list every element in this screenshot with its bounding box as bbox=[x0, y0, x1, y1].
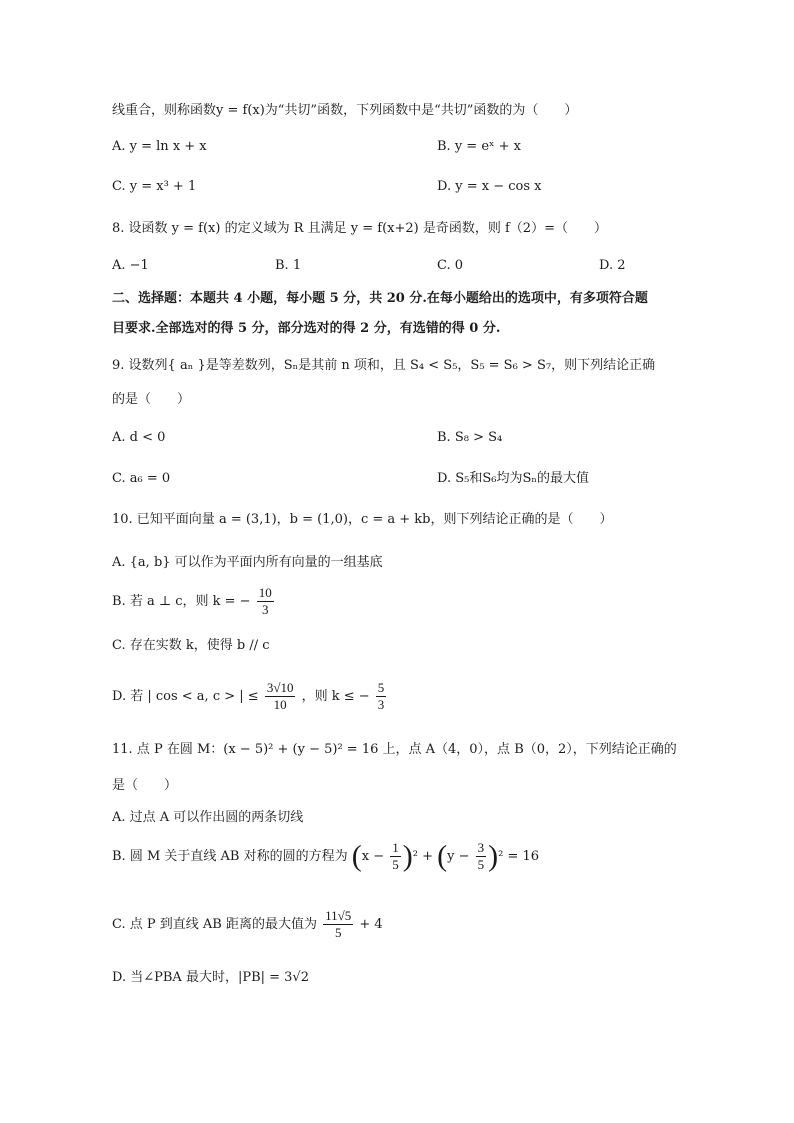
q11-option-b-x: x − bbox=[361, 849, 385, 864]
q11-option-b-plus: ² + bbox=[412, 849, 433, 864]
q11-option-c bbox=[112, 908, 383, 941]
q10-option-d-text: D. 若 | cos < a, c > | ≤ bbox=[112, 689, 259, 704]
section2-heading-line1: 二、选择题：本题共 4 小题，每小题 5 分，共 20 分.在每小题给出的选项中，有多项符合题 bbox=[112, 291, 648, 306]
fraction-denominator: 5 bbox=[392, 857, 399, 872]
q10-option-d bbox=[112, 680, 388, 713]
q9-option-b: B. S₈ > S₄ bbox=[437, 430, 503, 445]
q9-stem-line1: 9. 设数列{ aₙ }是等差数列，Sₙ是其前 n 项和，且 S₄ < S₅，S₅ = S₆ > S₇，则下列结论正确 bbox=[112, 358, 656, 373]
fraction-numerator: 11√5 bbox=[325, 908, 352, 923]
right-paren: ) bbox=[488, 839, 499, 873]
q7-option-b: B. y = eˣ + x bbox=[437, 139, 522, 154]
q11-option-c-text: C. 点 P 到直线 AB 距离的最大值为 bbox=[112, 917, 317, 932]
fraction-denominator: 10 bbox=[273, 697, 287, 712]
q10-option-b-text: B. 若 a ⊥ c，则 k = − bbox=[112, 594, 251, 609]
q8-option-c: C. 0 bbox=[437, 258, 464, 273]
fraction-denominator: 5 bbox=[477, 857, 485, 872]
q11-stem-line1: 11. 点 P 在圆 M：(x − 5)² + (y − 5)² = 16 上，点 A（4，0），点 B（0，2），下列结论正确的 bbox=[112, 742, 677, 757]
q11-option-b bbox=[112, 840, 539, 873]
fraction-numerator: 3√10 bbox=[266, 680, 294, 695]
q10-option-c: C. 存在实数 k，使得 b // c bbox=[112, 638, 270, 653]
q8-stem: 8. 设函数 y = f(x) 的定义域为 R 且满足 y = f(x+2) 是奇函数，则 f（2）=（ ） bbox=[112, 221, 607, 236]
q11-option-b-y: y − bbox=[447, 849, 470, 864]
fraction-numerator: 3 bbox=[477, 840, 485, 855]
q11-option-c-fraction bbox=[323, 908, 353, 941]
q11-option-b-text: B. 圆 M 关于直线 AB 对称的圆的方程为 bbox=[112, 849, 348, 864]
fraction-denominator: 3 bbox=[377, 697, 385, 712]
q10-option-d-fraction2 bbox=[376, 680, 387, 713]
q8-option-a: A. −1 bbox=[112, 258, 149, 273]
q11-option-d: D. 当∠PBA 最大时，|PB| = 3√2 bbox=[112, 970, 309, 985]
q8-option-d: D. 2 bbox=[599, 258, 626, 273]
q9-stem-line2: 的是（ ） bbox=[112, 392, 191, 407]
q7-option-a: A. y = ln x + x bbox=[112, 139, 207, 154]
q10-option-a: A. {a, b} 可以作为平面内所有向量的一组基底 bbox=[112, 555, 383, 570]
fraction-numerator: 10 bbox=[258, 585, 272, 600]
q7-option-d: D. y = x − cos x bbox=[437, 179, 542, 194]
q7-continuation: 线重合，则称函数y = f(x)为“共切”函数，下列函数中是“共切”函数的为（ ） bbox=[112, 103, 578, 118]
q10-stem: 10. 已知平面向量 a = (3,1)，b = (1,0)，c = a + kb，则下列结论正确的是（ ） bbox=[112, 512, 613, 527]
fraction-numerator: 1 bbox=[392, 840, 399, 855]
fraction-numerator: 5 bbox=[377, 680, 385, 695]
fraction-denominator: 5 bbox=[334, 925, 342, 940]
q9-option-d: D. S₅和S₆均为Sₙ的最大值 bbox=[437, 471, 589, 486]
q11-option-b-fraction2 bbox=[476, 840, 487, 873]
q7-option-c: C. y = x³ + 1 bbox=[112, 179, 197, 194]
q8-option-b: B. 1 bbox=[275, 258, 302, 273]
q10-option-d-middle: ，则 k ≤ − bbox=[301, 689, 370, 704]
q10-option-d-fraction1 bbox=[265, 680, 296, 713]
q9-option-c: C. a₆ = 0 bbox=[112, 471, 171, 486]
left-paren: ( bbox=[351, 839, 362, 873]
q11-option-c-end: + 4 bbox=[359, 917, 383, 932]
q11-stem-line2: 是（ ） bbox=[112, 778, 178, 793]
q11-option-b-end: ² = 16 bbox=[498, 849, 540, 864]
q11-option-b-fraction1 bbox=[390, 840, 401, 873]
q10-option-b-fraction bbox=[257, 585, 274, 618]
q11-option-a: A. 过点 A 可以作出圆的两条切线 bbox=[112, 810, 304, 825]
fraction-denominator: 3 bbox=[261, 602, 269, 617]
q9-option-a: A. d < 0 bbox=[112, 430, 166, 445]
q10-option-b bbox=[112, 585, 276, 618]
section2-heading-line2: 目要求.全部选对的得 5 分，部分选对的得 2 分，有选错的得 0 分. bbox=[112, 321, 501, 336]
right-paren: ) bbox=[402, 839, 413, 873]
left-paren: ( bbox=[437, 839, 448, 873]
